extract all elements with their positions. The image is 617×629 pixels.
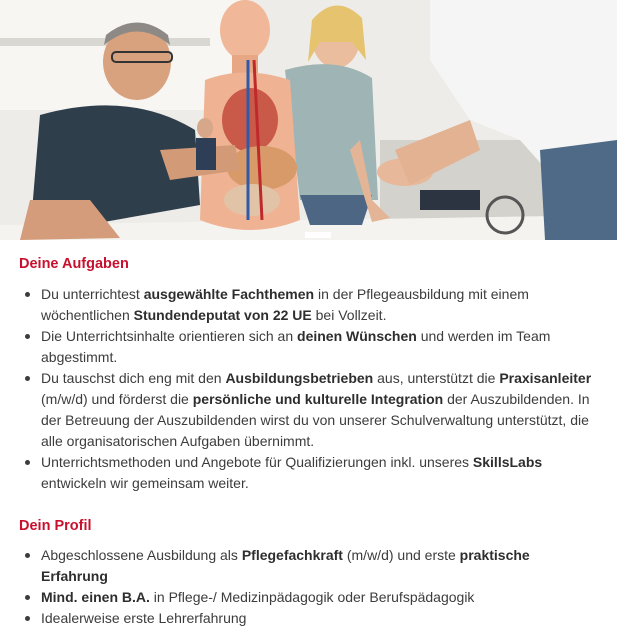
emphasis-text: praktische Erfahrung — [41, 547, 530, 584]
list-item — [19, 608, 598, 629]
body-text: Unterrichtsmethoden und Angebote für Qualifizierungen inkl. unseres — [41, 454, 473, 470]
list-item — [19, 326, 598, 368]
emphasis-text: deinen Wünschen — [297, 328, 417, 344]
body-text: Die Unterrichtsinhalte orientieren sich an — [41, 328, 298, 344]
list-item — [19, 452, 598, 494]
emphasis-text: Pflegefachkraft — [241, 547, 343, 563]
body-text: der Auszubildenden. In der Betreuung der Auszubildenden wirst du von unserer Schulverwaltung unterstützt, die alle organisatorischen Aufgaben übernimmt. — [41, 391, 590, 449]
body-text: (m/w/d) und förderst die — [41, 391, 193, 407]
body-text: Abgeschlossene Ausbildung als — [41, 547, 242, 563]
body-text: und werden im Team abgestimmt. — [41, 328, 551, 365]
body-text: Idealerweise erste Lehrerfahrung — [41, 610, 247, 626]
tasks-list — [19, 284, 598, 494]
emphasis-text: Ausbildungsbetrieben — [225, 370, 374, 386]
body-text: Du tauschst dich eng mit den — [41, 370, 226, 386]
hero-illustration — [0, 0, 617, 240]
body-text: Du unterrichtest — [41, 286, 144, 302]
emphasis-text: ausgewählte Fachthemen — [143, 286, 315, 302]
hero-photo — [0, 0, 617, 240]
body-text: aus, unterstützt die — [373, 370, 500, 386]
emphasis-text: SkillsLabs — [472, 454, 543, 470]
emphasis-text: Stundendeputat von 22 UE — [133, 307, 312, 323]
profile-list — [19, 545, 598, 629]
body-text: in der Pflegeausbildung mit einem wöchentlichen — [41, 286, 529, 323]
emphasis-text: Mind. einen B.A. — [41, 589, 150, 605]
section-heading-profil: Dein Profil — [19, 518, 92, 534]
list-item — [19, 587, 598, 608]
body-text: bei Vollzeit. — [311, 307, 387, 323]
section-heading-aufgaben: Deine Aufgaben — [19, 256, 129, 272]
list-item — [19, 368, 598, 452]
body-text: in Pflege-/ Medizinpädagogik oder Berufspädagogik — [149, 589, 475, 605]
body-text: entwickeln wir gemeinsam weiter. — [41, 475, 249, 491]
list-item — [19, 545, 598, 587]
list-item — [19, 284, 598, 326]
emphasis-text: persönliche und kulturelle Integration — [192, 391, 444, 407]
emphasis-text: Praxisanleiter — [499, 370, 592, 386]
body-text: (m/w/d) und erste — [342, 547, 460, 563]
